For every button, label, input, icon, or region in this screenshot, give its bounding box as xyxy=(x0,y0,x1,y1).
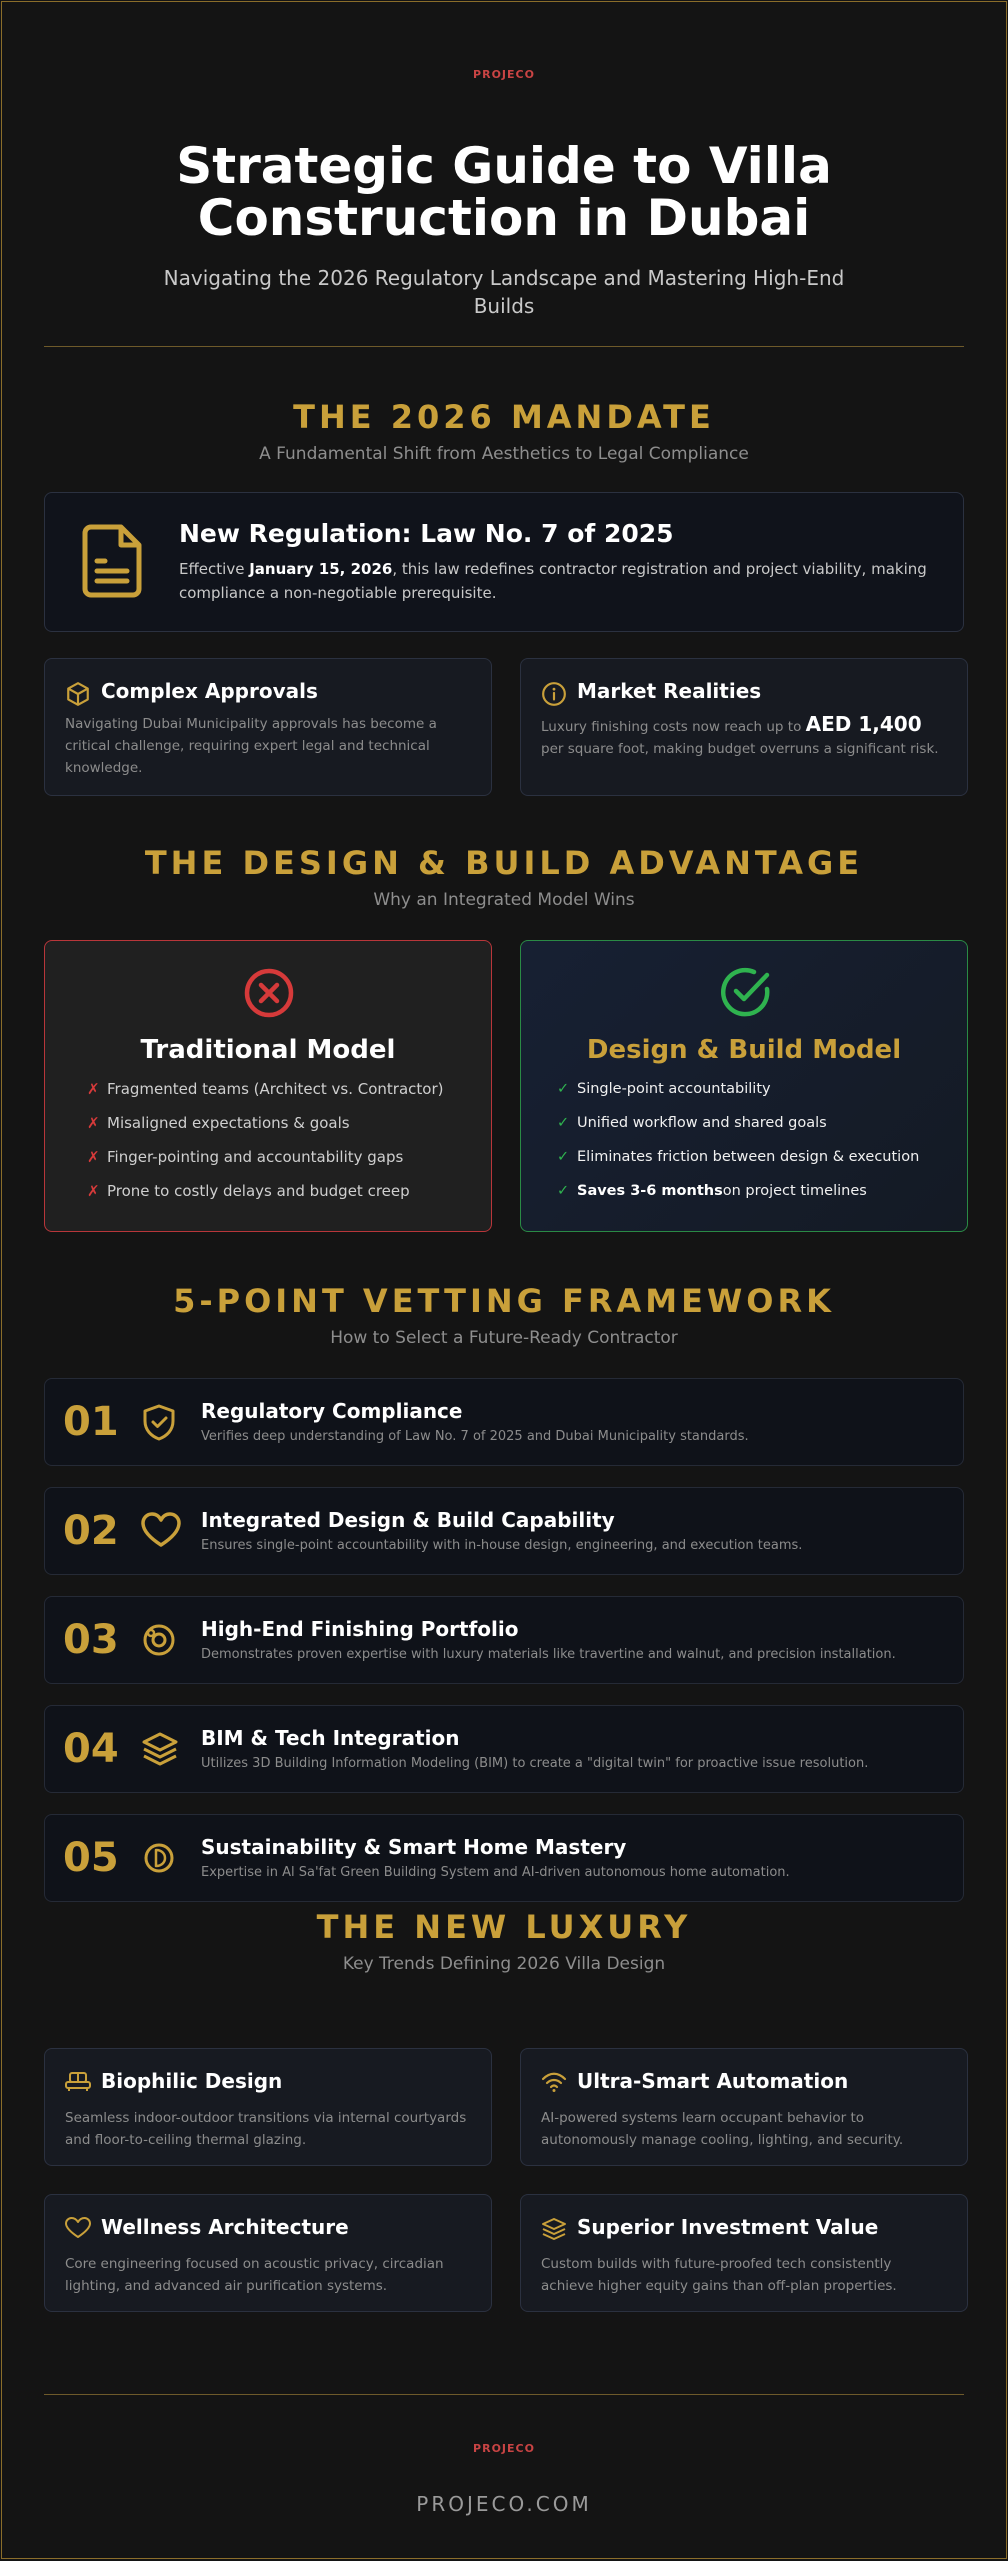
step-title: High-End Finishing Portfolio xyxy=(201,1617,519,1641)
step-number: 05 xyxy=(63,1835,119,1881)
market-text: Luxury finishing costs now reach up to AED 1,400 per square foot, making budget overruns a significant risk. xyxy=(541,712,939,757)
step-text: Demonstrates proven expertise with luxury materials like travertine and walnut, and precision installation. xyxy=(201,1647,896,1662)
check-circle-icon xyxy=(719,965,773,1019)
divider xyxy=(44,2394,964,2395)
infographic-page xyxy=(1,1,1007,2559)
section-subtitle-vetting: How to Select a Future-Ready Contractor xyxy=(330,1328,678,1348)
luxury-card-wellness xyxy=(44,2194,492,2312)
x-circle-icon xyxy=(243,967,295,1019)
regulation-text: Effective January 15, 2026, this law redefines contractor registration and project viability, making compliance a non-negotiable prerequisite. xyxy=(179,560,927,602)
step-title: Regulatory Compliance xyxy=(201,1399,463,1423)
step-number: 02 xyxy=(63,1508,119,1554)
section-subtitle-advantage: Why an Integrated Model Wins xyxy=(373,890,635,910)
wifi-icon xyxy=(541,2071,567,2093)
sofa-icon xyxy=(65,2071,91,2093)
list-item: ✓ Eliminates friction between design & execution xyxy=(557,1149,920,1165)
section-title-mandate: THE 2026 MANDATE xyxy=(293,398,715,436)
step-title: Sustainability & Smart Home Mastery xyxy=(201,1835,627,1859)
vetting-step xyxy=(44,1487,964,1575)
traditional-list xyxy=(87,1079,481,1215)
luxury-card-title: Superior Investment Value xyxy=(577,2215,879,2239)
step-text: Verifies deep understanding of Law No. 7 of 2025 and Dubai Municipality standards. xyxy=(201,1429,749,1444)
layers-icon xyxy=(141,1730,179,1768)
heart-icon xyxy=(65,2217,91,2239)
list-item: ✗ Prone to costly delays and budget creep xyxy=(87,1182,410,1200)
design-build-list xyxy=(557,1079,957,1215)
palette-icon xyxy=(141,1621,177,1659)
brand-logo: PROJECO xyxy=(473,68,535,81)
layers-icon xyxy=(541,2217,567,2241)
luxury-card-biophilic xyxy=(44,2048,492,2166)
luxury-card-investment xyxy=(520,2194,968,2312)
document-icon xyxy=(81,523,145,599)
design-build-model-title: Design & Build Model xyxy=(586,1035,902,1065)
approvals-title: Complex Approvals xyxy=(101,679,318,703)
regulation-card xyxy=(44,492,964,632)
regulation-title: New Regulation: Law No. 7 of 2025 xyxy=(179,519,674,548)
vetting-step xyxy=(44,1705,964,1793)
luxury-card-automation xyxy=(520,2048,968,2166)
list-item: ✗ Misaligned expectations & goals xyxy=(87,1114,350,1132)
luxury-card-text: Core engineering focused on acoustic privacy, circadian lighting, and advanced air purification systems. xyxy=(65,2256,444,2294)
section-subtitle-luxury: Key Trends Defining 2026 Villa Design xyxy=(342,1954,666,1974)
list-item: ✗ Fragmented teams (Architect vs. Contractor) xyxy=(87,1080,444,1098)
shield-check-icon xyxy=(141,1403,177,1441)
leaf-icon xyxy=(141,1839,177,1877)
cube-icon xyxy=(65,681,91,707)
page-title xyxy=(2,137,1006,247)
list-item: ✓ Saves 3-6 monthson project timelines xyxy=(557,1183,867,1199)
title-line-1: Strategic Guide to Villa xyxy=(176,137,832,195)
list-item: ✓ Single-point accountability xyxy=(557,1081,771,1097)
luxury-card-title: Ultra-Smart Automation xyxy=(577,2069,849,2093)
step-text: Utilizes 3D Building Information Modeling (BIM) to create a "digital twin" for proactive issue resolution. xyxy=(201,1756,869,1771)
section-title-advantage: THE DESIGN & BUILD ADVANTAGE xyxy=(144,844,864,882)
step-number: 01 xyxy=(63,1399,119,1445)
step-text: Expertise in Al Sa'fat Green Building System and AI-driven autonomous home automation. xyxy=(201,1865,790,1880)
list-item: ✗ Finger-pointing and accountability gaps xyxy=(87,1148,404,1166)
list-item: ✓ Unified workflow and shared goals xyxy=(557,1115,827,1131)
info-icon xyxy=(541,681,567,707)
section-subtitle-mandate: A Fundamental Shift from Aesthetics to Legal Compliance xyxy=(259,444,749,464)
step-title: BIM & Tech Integration xyxy=(201,1726,460,1750)
traditional-model-title: Traditional Model xyxy=(140,1035,396,1065)
heart-icon xyxy=(141,1512,181,1548)
approvals-text: Navigating Dubai Municipality approvals has become a critical challenge, requiring expert legal and technical knowledge. xyxy=(65,716,437,776)
market-title: Market Realities xyxy=(577,679,762,703)
traditional-model-card xyxy=(44,940,492,1232)
footer-url[interactable]: PROJECO.COM xyxy=(416,2492,592,2516)
approvals-card xyxy=(44,658,492,796)
section-title-vetting: 5-POINT VETTING FRAMEWORK xyxy=(173,1282,835,1320)
luxury-card-text: Seamless indoor-outdoor transitions via internal courtyards and floor-to-ceiling thermal glazing. xyxy=(65,2110,467,2148)
title-line-2: Construction in Dubai xyxy=(197,189,811,247)
divider xyxy=(44,346,964,347)
luxury-card-text: AI-powered systems learn occupant behavior to autonomously manage cooling, lighting, and security. xyxy=(541,2110,904,2148)
luxury-card-title: Biophilic Design xyxy=(101,2069,283,2093)
footer-logo: PROJECO xyxy=(473,2442,535,2455)
step-text: Ensures single-point accountability with in-house design, engineering, and execution teams. xyxy=(201,1538,803,1553)
luxury-card-text: Custom builds with future-proofed tech consistently achieve higher equity gains than off-plan properties. xyxy=(541,2256,897,2294)
luxury-card-title: Wellness Architecture xyxy=(101,2215,349,2239)
design-build-model-card xyxy=(520,940,968,1232)
page-subtitle: Navigating the 2026 Regulatory Landscape and Mastering High-End Builds xyxy=(163,266,845,318)
market-card xyxy=(520,658,968,796)
step-title: Integrated Design & Build Capability xyxy=(201,1508,615,1532)
step-number: 04 xyxy=(63,1726,119,1772)
step-number: 03 xyxy=(63,1617,119,1663)
vetting-step xyxy=(44,1378,964,1466)
vetting-step xyxy=(44,1814,964,1902)
section-title-luxury: THE NEW LUXURY xyxy=(316,1908,692,1946)
vetting-step xyxy=(44,1596,964,1684)
